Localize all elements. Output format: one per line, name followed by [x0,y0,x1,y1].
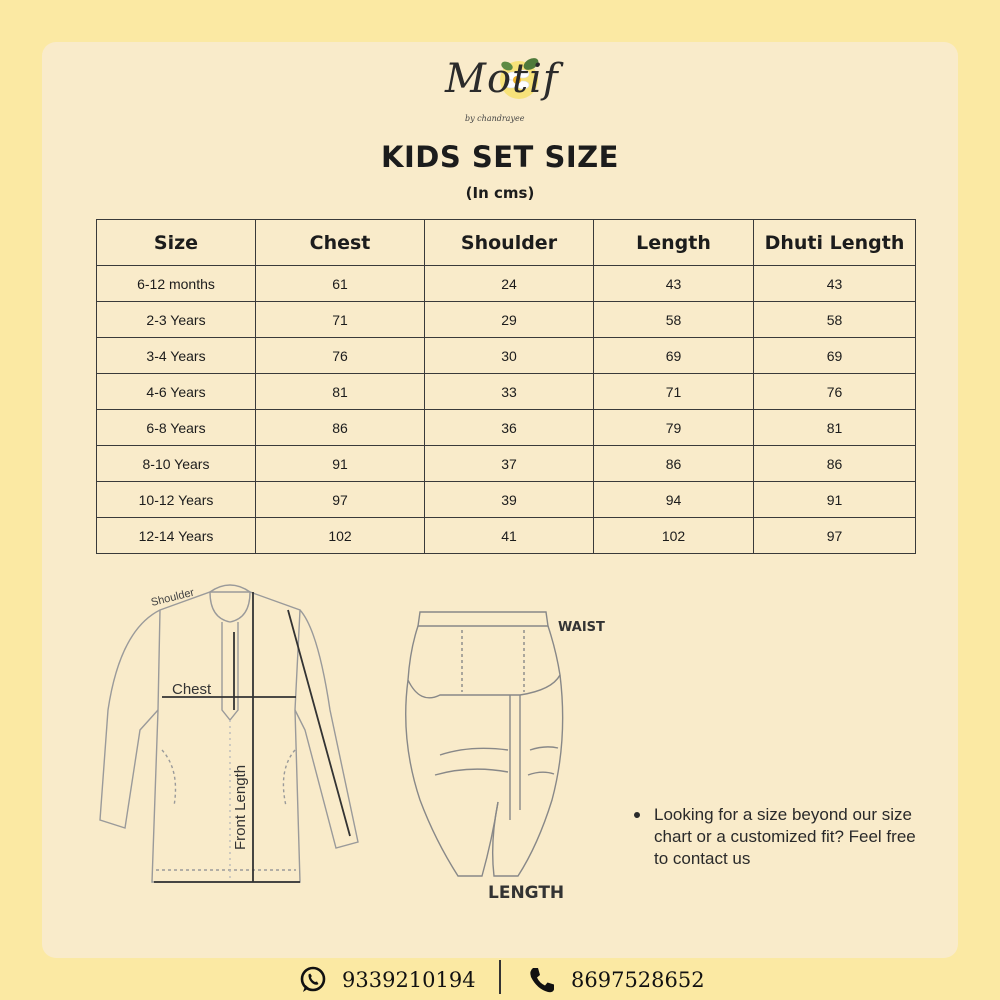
cell-dhuti-length: 97 [754,518,916,554]
cell-shoulder: 33 [425,374,594,410]
cell-chest: 81 [256,374,425,410]
col-size: Size [97,220,256,266]
cell-chest: 97 [256,482,425,518]
cell-length: 79 [594,410,754,446]
brand-tagline: by chandrayee [465,114,525,123]
dhoti-drawing [406,612,563,876]
cell-length: 94 [594,482,754,518]
cell-dhuti-length: 76 [754,374,916,410]
cell-shoulder: 24 [425,266,594,302]
cell-size: 12-14 Years [97,518,256,554]
brand-logo [445,52,559,132]
cell-size: 8-10 Years [97,446,256,482]
unit-label: (In cms) [465,184,535,202]
table-row [97,338,916,374]
table-row [97,410,916,446]
cell-length: 86 [594,446,754,482]
cell-shoulder: 41 [425,518,594,554]
note-text: Looking for a size beyond our size chart or a customized fit? Feel free to contact us [632,804,932,870]
cell-size: 6-12 months [97,266,256,302]
cell-chest: 86 [256,410,425,446]
table-row [97,446,916,482]
whatsapp-icon [298,965,328,995]
cell-dhuti-length: 91 [754,482,916,518]
table-row [97,266,916,302]
cell-length: 71 [594,374,754,410]
phone-number: 8697528652 [571,968,705,992]
cell-shoulder: 37 [425,446,594,482]
col-length: Length [594,220,754,266]
whatsapp-number: 9339210194 [342,968,476,992]
cell-size: 10-12 Years [97,482,256,518]
chest-label: Chest [172,681,212,698]
cell-dhuti-length: 69 [754,338,916,374]
garment-diagram [90,570,650,910]
col-shoulder: Shoulder [425,220,594,266]
cell-shoulder: 29 [425,302,594,338]
contact-footer [0,958,1000,1000]
cell-size: 2-3 Years [97,302,256,338]
phone-icon [527,965,557,995]
cell-chest: 61 [256,266,425,302]
cell-shoulder: 39 [425,482,594,518]
cell-chest: 91 [256,446,425,482]
cell-length: 102 [594,518,754,554]
custom-size-note [632,804,932,870]
size-table [96,219,916,554]
cell-dhuti-length: 86 [754,446,916,482]
cell-shoulder: 36 [425,410,594,446]
whatsapp-contact[interactable] [298,964,476,996]
col-dhuti-length: Dhuti Length [754,220,916,266]
contact-divider [499,960,501,994]
kurta-measure-lines [154,592,350,882]
table-row [97,374,916,410]
cell-chest: 76 [256,338,425,374]
table-row [97,302,916,338]
brand-name: Motif [445,56,559,102]
page-title: KIDS SET SIZE [381,140,619,174]
cell-dhuti-length: 58 [754,302,916,338]
cell-length: 69 [594,338,754,374]
col-chest: Chest [256,220,425,266]
table-row [97,482,916,518]
cell-dhuti-length: 43 [754,266,916,302]
cell-shoulder: 30 [425,338,594,374]
cell-dhuti-length: 81 [754,410,916,446]
cell-size: 3-4 Years [97,338,256,374]
cell-length: 58 [594,302,754,338]
waist-label: WAIST [558,620,605,635]
cell-size: 6-8 Years [97,410,256,446]
front-length-label: Front Length [232,764,249,850]
table-header-row [97,220,916,266]
shoulder-label: Shoulder [149,586,196,609]
phone-contact[interactable] [527,964,705,996]
cell-length: 43 [594,266,754,302]
cell-chest: 102 [256,518,425,554]
dhoti-length-label: LENGTH [488,883,565,903]
table-row [97,518,916,554]
cell-chest: 71 [256,302,425,338]
cell-size: 4-6 Years [97,374,256,410]
kurta-drawing [100,585,358,882]
